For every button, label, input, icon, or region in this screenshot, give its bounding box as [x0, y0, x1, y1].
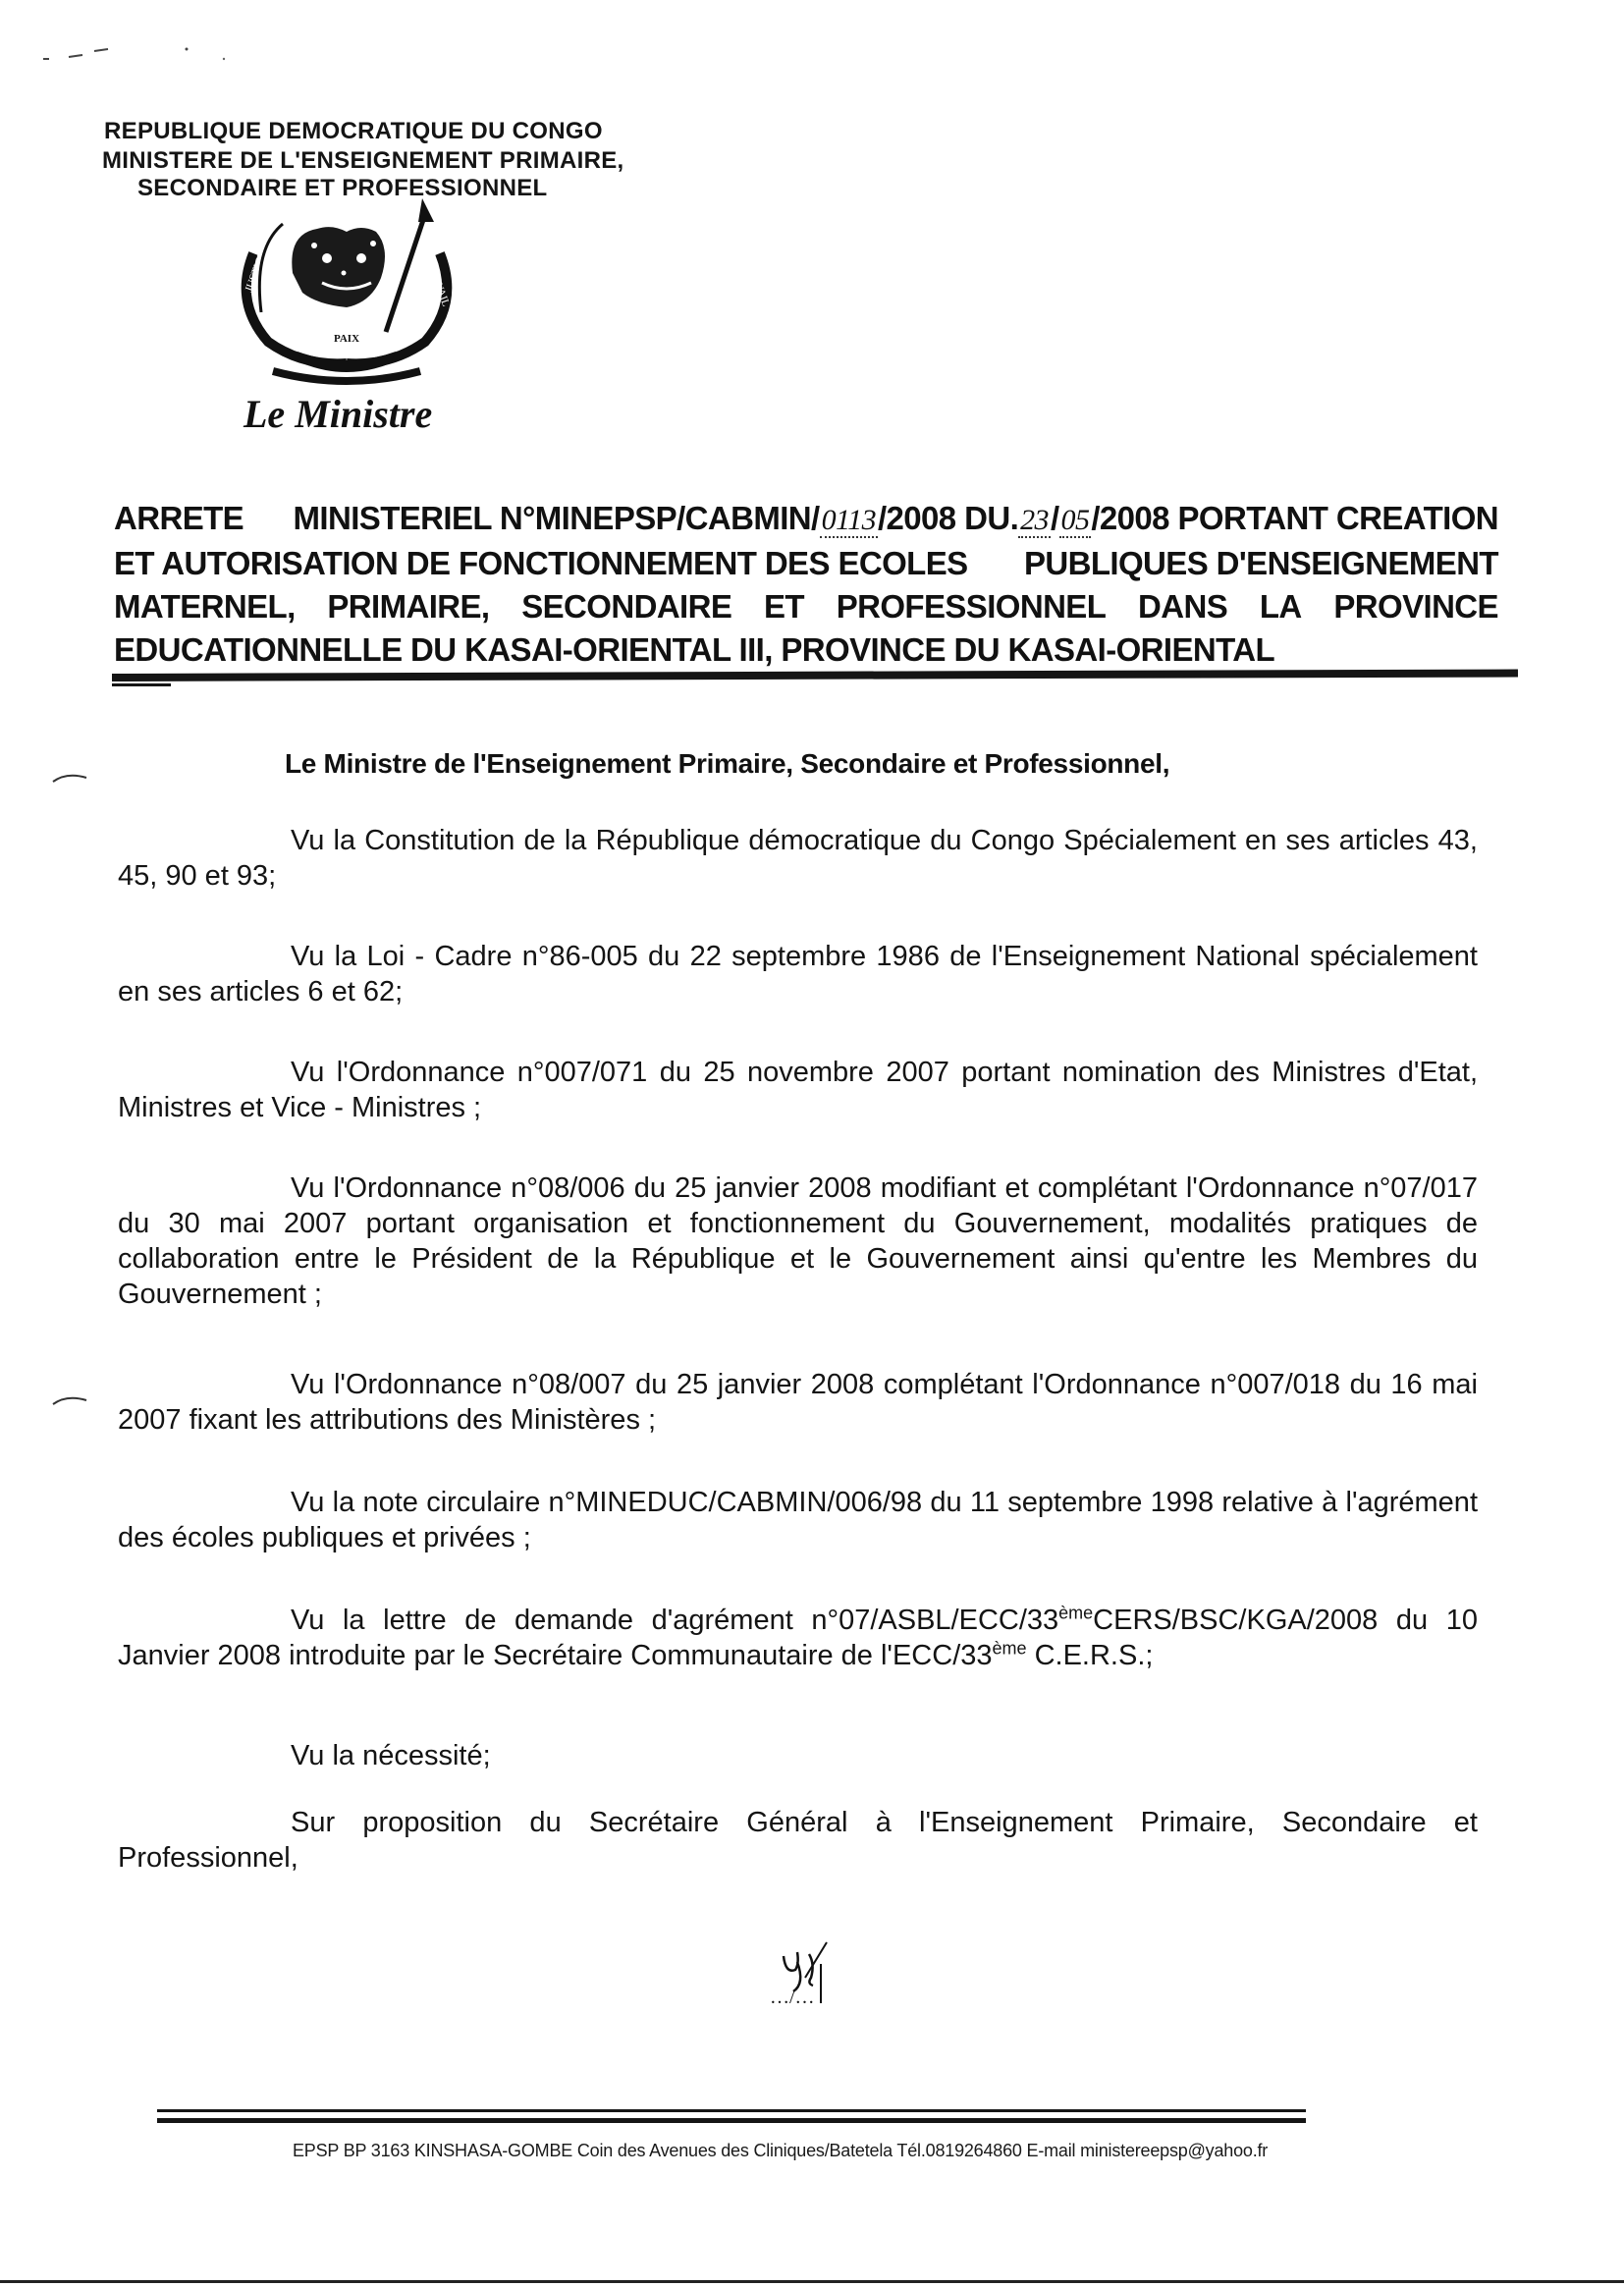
paragraph-text: Vu la lettre de demande d'agrément n°07/ASBL/ECC/33: [291, 1605, 1059, 1636]
title-row-4: [114, 628, 1498, 672]
title-date-separator: /: [1050, 500, 1059, 536]
whereas-paragraph: [118, 1603, 1478, 1673]
title-word: LA: [1259, 588, 1302, 625]
ordinal-superscript: ème: [992, 1638, 1027, 1659]
paragraph-text: Vu la Constitution de la République démocratique du Congo Spécialement en ses articles 43, 45, 90 et 93;: [118, 825, 1478, 892]
whereas-paragraph: [118, 1171, 1478, 1312]
title-word: DANS: [1138, 588, 1228, 625]
scan-specks: [39, 29, 236, 69]
header-ministry-cont: SECONDAIRE ET PROFESSIONNEL: [137, 175, 548, 201]
title-word: ET: [764, 588, 804, 625]
footer-rule: [157, 2109, 1306, 2112]
preamble-heading: Le Ministre de l'Enseignement Primaire, Secondaire et Professionnel,: [285, 748, 1170, 779]
proposal-paragraph: [118, 1805, 1478, 1876]
header-ministry: MINISTERE DE L'ENSEIGNEMENT PRIMAIRE,: [102, 147, 624, 174]
title-word: PRIMAIRE,: [327, 588, 490, 625]
title-underline-stub: [112, 683, 171, 686]
coat-of-arms-emblem: [214, 194, 479, 391]
paragraph-text: Vu l'Ordonnance n°08/006 du 25 janvier 2008 modifiant et complétant l'Ordonnance n°07/017 du 30 mai 2007 portant organisation et fonctionnement du Gouvernement, modalités pratiques de collaboration entre le Président de la République et le Gouvernement ainsi qu'entre les Membres du Gouvernement ;: [118, 1172, 1478, 1310]
decree-title: [114, 497, 1498, 672]
scan-bottom-edge: [0, 2280, 1624, 2283]
title-word: PROVINCE: [1333, 588, 1498, 625]
whereas-paragraph: [118, 1738, 1478, 1773]
title-word: ARRETE: [114, 500, 244, 536]
paragraph-text: CERS/BSC/KGA/2008 du 10 Janvier 2008 introduite par le Secrétaire Communautaire de l'ECC/33: [118, 1605, 1478, 1671]
title-word: SECONDAIRE: [521, 588, 732, 625]
title-segment: EDUCATIONNELLE DU KASAI-ORIENTAL III, PROVINCE DU KASAI-ORIENTAL: [114, 631, 1275, 668]
whereas-paragraph: [118, 1485, 1478, 1555]
continuation-mark: …/…: [770, 1987, 815, 2008]
title-word: MATERNEL,: [114, 588, 296, 625]
footer-rule-thick: [157, 2118, 1306, 2123]
motto-center-text: PAIX: [333, 333, 360, 345]
motto-left-text: JUSTICE: [243, 249, 269, 295]
title-row-3: [114, 585, 1498, 628]
title-date-suffix: /2008 PORTANT CREATION: [1091, 500, 1498, 536]
whereas-paragraph: [118, 939, 1478, 1009]
paragraph-text: Vu l'Ordonnance n°08/007 du 25 janvier 2008 complétant l'Ordonnance n°007/018 du 16 mai 2007 fixant les attributions des Ministères ;: [118, 1369, 1478, 1436]
ordinal-superscript: ème: [1058, 1603, 1094, 1623]
handwritten-day: 23: [1020, 504, 1049, 536]
signatory-title: Le Ministre: [244, 392, 433, 436]
handwritten-initials-continuation: [766, 1934, 854, 2013]
scan-margin-mark: [51, 770, 90, 784]
paragraph-text: Vu l'Ordonnance n°007/071 du 25 novembre 2007 portant nomination des Ministres d'Etat, Ministres et Vice - Ministres ;: [118, 1057, 1478, 1123]
handwritten-month: 05: [1060, 504, 1090, 536]
title-decree-prefix: MINISTERIEL N°MINEPSP/CABMIN/: [293, 500, 820, 536]
footer-address: EPSP BP 3163 KINSHASA-GOMBE Coin des Avenues des Cliniques/Batetela Tél.0819264860 E-mail ministereepsp@yahoo.fr: [293, 2141, 1269, 2160]
paragraph-text: Vu la note circulaire n°MINEDUC/CABMIN/006/98 du 11 septembre 1998 relative à l'agrément des écoles publiques et privées ;: [118, 1487, 1478, 1553]
paragraph-text: C.E.R.S.;: [1026, 1640, 1154, 1671]
handwritten-decree-number: 0113: [821, 504, 876, 536]
header-country: REPUBLIQUE DEMOCRATIQUE DU CONGO: [104, 118, 603, 144]
title-date-prefix: /2008 DU.: [877, 500, 1019, 536]
paragraph-text: Vu la Loi - Cadre n°86-005 du 22 septembre 1986 de l'Enseignement National spécialement en ses articles 6 et 62;: [118, 941, 1478, 1007]
title-row-2: [114, 542, 1498, 585]
title-segment: ET AUTORISATION DE FONCTIONNEMENT DES ECOLES: [114, 545, 968, 581]
whereas-paragraph: [118, 1055, 1478, 1125]
scan-margin-mark: [51, 1392, 90, 1406]
paragraph-text: Vu la nécessité;: [291, 1740, 491, 1771]
whereas-paragraph: [118, 1367, 1478, 1438]
paragraph-text: Sur proposition du Secrétaire Général à l'Enseignement Primaire, Secondaire et Professionnel,: [118, 1807, 1478, 1874]
title-row-1: [114, 497, 1498, 542]
whereas-paragraph: [118, 823, 1478, 894]
title-segment: [294, 497, 1498, 542]
title-segment: PUBLIQUES D'ENSEIGNEMENT: [1023, 545, 1498, 581]
title-word: PROFESSIONNEL: [836, 588, 1107, 625]
motto-right-text: TRAVAIL: [425, 261, 452, 308]
